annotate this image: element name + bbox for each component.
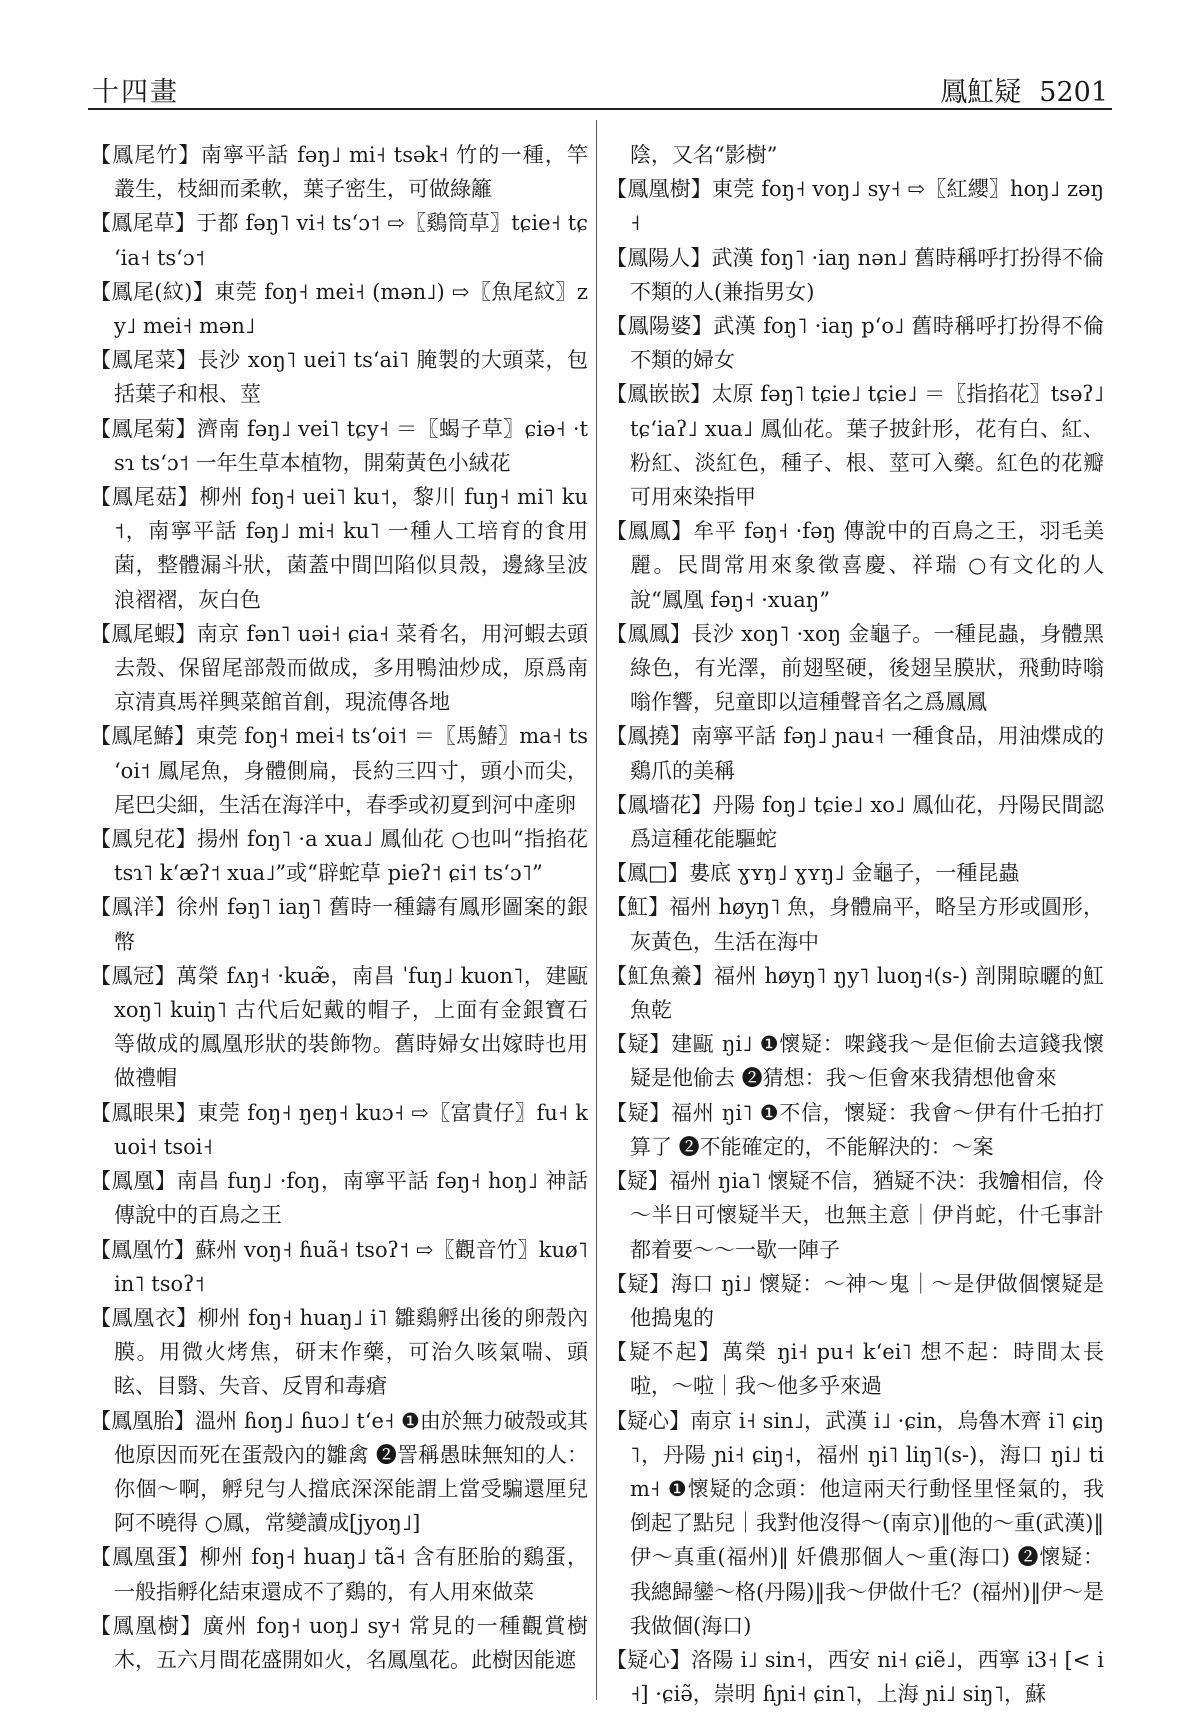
dictionary-entry: 【鳳撓】南寧平話 fəŋ˩ ɲau˧ 一種食品，用油煠成的鷄爪的美稱 [606, 724, 1104, 783]
dictionary-entry: 【鳳凰蛋】柳州 foŋ˧ huaŋ˩ tã˧ 含有胚胎的鷄蛋，一般指孵化結束還成不了鷄的，有人用來做菜 [90, 1545, 588, 1604]
column-divider [596, 120, 597, 1700]
dictionary-entry: 【鳳凰樹】廣州 foŋ˧ uoŋ˩ sy˧ 常見的一種觀賞樹木，五六月間花盛開如火，名鳳凰花。此樹因能遮 [90, 1613, 588, 1672]
dictionary-entry: 【鳳眼果】東莞 foŋ˧ ŋeŋ˧ kuɔ˧ ⇨〖富貴仔〗fu˧ kuoi˧ tsoi˧ [90, 1100, 588, 1159]
dictionary-entry: 【鳳尾菜】長沙 xoŋ˥ uei˥ tsʻai˥ 腌製的大頭菜，包括葉子和根、莖 [90, 348, 588, 407]
running-headword: 鳳魟疑 [940, 77, 1022, 108]
header-right [922, 70, 1108, 109]
header-rule [88, 108, 1112, 110]
dictionary-entry: 【鳳尾鰆】東莞 foŋ˧ mei˧ tsʻoi˦ ＝〖馬鰆〗ma˧ tsʻoi˦ 鳳尾魚，身體側扁，長約三四寸，頭小而尖，尾巴尖細，生活在海洋中，春季或初夏到河中產卵 [90, 724, 588, 817]
dictionary-entry: 【鳳鳳】牟平 fəŋ˧ ·fəŋ 傳說中的百鳥之王，羽毛美麗。民間常用來象徵喜慶、祥瑞 ○有文化的人說“鳳凰 fəŋ˧ ·xuaŋ” [606, 519, 1104, 612]
dictionary-entry: 【鳳墻花】丹陽 foŋ˩ tɕie˩ xo˩ 鳳仙花，丹陽民間認爲這種花能驅蛇 [606, 792, 1104, 852]
dictionary-entry: 【鳳尾蝦】南京 fən˥ uəi˧ ɕia˧ 菜肴名，用河蝦去頭去殼、保留尾部殼而做成，多用鴨油炒成，原爲南京清真馬祥興菜館首創，現流傳各地 [90, 621, 588, 715]
dictionary-entry: 【疑】福州 ŋi˥ ❶不信，懷疑：我會～伊有什乇拍打算了 ❷不能確定的，不能解決的：～案 [606, 1100, 1104, 1159]
dictionary-entry: 【鳳陽婆】武漢 foŋ˥ ·iaŋ pʻo˩ 舊時稱呼打扮得不倫不類的婦女 [606, 314, 1104, 373]
dictionary-entry: 【鳳凰衣】柳州 foŋ˧ huaŋ˩ i˥ 雛鷄孵出後的卵殼內膜。用微火烤焦，研末作藥，可治久咳氣喘、頭眩、目翳、失音、反胃和毒瘡 [90, 1305, 588, 1399]
dictionary-entry: 【鳳尾(紋)】東莞 foŋ˧ mei˧ (mən˩) ⇨〖魚尾紋〗zy˩ mei˧ mən˩ [90, 279, 588, 339]
page-header [88, 66, 1112, 108]
dictionary-entry: 【鳳尾菊】濟南 fəŋ˩ vei˥ tɕy˧ ＝〖蝎子草〗ɕiə˧ ·tsɿ tsʻɔ˦ 一年生草本植物，開菊黃色小絨花 [90, 416, 588, 475]
dictionary-entry: 【鳳洋】徐州 fəŋ˥ iaŋ˥ 舊時一種鑄有鳳形圖案的銀幣 [90, 895, 588, 954]
dictionary-entry: 【鳳兒花】揚州 foŋ˥ ·a xua˩ 鳳仙花 ○也叫“指掐花 tsɿ˥ kʻæʔ˦ xua˩”或“辟蛇草 pieʔ˦ ɕi˦ tsʻɔ˥” [90, 827, 588, 886]
entry-continuation: 陰，又名“影樹” [630, 143, 778, 167]
dictionary-entry: 【鳳嵌嵌】太原 fəŋ˥ tɕie˩ tɕie˩ ＝〖指掐花〗tsəʔ˩ tɕʻiaʔ˩ xua˩ 鳳仙花。葉子披針形，花有白、紅、粉紅、淡紅色，種子、根、莖可入藥。紅色的花瓣可用來染指甲 [606, 382, 1104, 510]
left-column [90, 138, 588, 1677]
dictionary-entry: 【鳳凰樹】東莞 foŋ˧ voŋ˩ sy˧ ⇨〖紅纓〗hoŋ˩ zəŋ˧ [606, 177, 1104, 236]
dictionary-entry: 【魟】福州 høyŋ˥ 魚，身體扁平，略呈方形或圓形，灰黃色，生活在海中 [606, 895, 1104, 954]
section-label: 十四畫 [92, 77, 179, 108]
dictionary-entry: 【鳳鳳】長沙 xoŋ˥ ·xoŋ 金龜子。一種昆蟲，身體黑綠色，有光澤，前翅堅硬，後翅呈膜狀，飛動時嗡嗡作響，兒童即以這種聲音名之爲鳳鳳 [606, 621, 1104, 715]
dictionary-entry: 【鳳尾菇】柳州 foŋ˧ uei˥ ku˦，黎川 fuŋ˧ mi˥ ku˦，南寧平話 fəŋ˩ mi˧ ku˥ 一種人工培育的食用菌，整體漏斗狀，菌蓋中間凹陷似貝殼，邊緣呈波浪褶褶，灰白色 [90, 485, 588, 612]
dictionary-entry: 【鳳尾竹】南寧平話 fəŋ˩ mi˧ tsək˧ 竹的一種，竿叢生，枝細而柔軟，葉子密生，可做綠籬 [90, 143, 588, 202]
page-number: 5201 [1039, 77, 1108, 108]
dictionary-entry: 【鳳冠】萬榮 fʌŋ˧ ·kuæ̃，南昌 ˈfuŋ˩ kuon˥，建甌 xoŋ˥ kuiŋ˥ 古代后妃戴的帽子，上面有金銀寶石等做成的鳳凰形狀的裝飾物。舊時婦女出嫁時也用做禮帽 [90, 963, 588, 1091]
dictionary-entry: 【鳳□】婁底 ɣʏŋ˩ ɣʏŋ˩ 金龜子，一種昆蟲 [606, 861, 1020, 886]
dictionary-entry: 【疑心】南京 i˧ sin˩，武漢 i˩ ·ɕin，烏魯木齊 i˥ ɕiŋ˥，丹陽 ɲi˧ ɕiŋ˧，福州 ŋi˥ liŋ˥(s-)，海口 ŋi˩ tim˧ ❶懷疑的念頭：他這兩天行動怪里怪氣的，我倒起了點兒｜我對他沒得～(南京)‖他的～重(武漢)‖伊～真重(福州)‖ 奷儂那個人～重(海口) ❷懷疑：我總歸鑾～格(丹陽)‖我～伊做什乇？(福州)‖伊～是我做個(海口) [606, 1408, 1104, 1638]
dictionary-entry: 【疑不起】萬榮 ŋi˧ pu˧ kʻei˥ 想不起：時間太長啦，～啦｜我～他多乎來過 [606, 1340, 1104, 1399]
right-column [606, 138, 1104, 1711]
dictionary-entry: 【疑心】洛陽 i˩ sin˧，西安 ni˧ ɕiẽ˩，西寧 i3˧ [< i˧] ·ɕiə̃，崇明 ɦɲi˧ ɕin˥，上海 ɲi˩ siŋ˥，蘇 [606, 1647, 1104, 1707]
dictionary-entry: 【疑】海口 ŋi˩ 懷疑：～神～鬼｜～是伊做個懷疑是他搗鬼的 [606, 1271, 1104, 1330]
dictionary-entry: 【魟魚鯗】福州 høyŋ˥ ŋy˥ luoŋ˧(s-) 剖開晾曬的魟魚乾 [606, 963, 1104, 1023]
dictionary-entry: 【鳳尾草】于都 fəŋ˥ vi˧ tsʻɔ˦ ⇨〖鷄筒草〗tɕie˧ tɕʻia˧ tsʻɔ˦ [90, 211, 588, 270]
dictionary-entry: 【疑】福州 ŋia˥ 懷疑不信，猶疑不決：我𣍐相信，伶～半日可懷疑半天，也無主意｜伊肖蛇，什乇事計都着要～～一歇一陣子 [606, 1169, 1104, 1262]
dictionary-entry: 【鳳陽人】武漢 foŋ˥ ·iaŋ nən˩ 舊時稱呼打扮得不倫不類的人(兼指男女) [606, 245, 1104, 304]
dictionary-entry: 【鳳凰竹】蘇州 voŋ˧ ɦuã˧ tsoʔ˦ ⇨〖觀音竹〗kuø˥ in˥ tsoʔ˦ [90, 1237, 588, 1296]
dictionary-entry: 【鳳凰】南昌 fuŋ˩ ·foŋ，南寧平話 fəŋ˧ hoŋ˩ 神話傳說中的百鳥之王 [90, 1169, 588, 1228]
dictionary-entry: 【疑】建甌 ŋi˩ ❶懷疑：㗎錢我～是佢偷去這錢我懷疑是他偷去 ❷猜想：我～佢會來我猜想他會來 [606, 1032, 1104, 1091]
dictionary-entry: 【鳳凰胎】溫州 ɦoŋ˩ ɦuɔ˩ tʻe˧ ❶由於無力破殼或其他原因而死在蛋殼內的雛禽 ❷詈稱愚昧無知的人：你個～啊，孵兒勻人擋底深深能謂上當受騙還厘兒阿不曉得 ○鳳，常變讀成[jyoŋ˩] [90, 1408, 588, 1536]
